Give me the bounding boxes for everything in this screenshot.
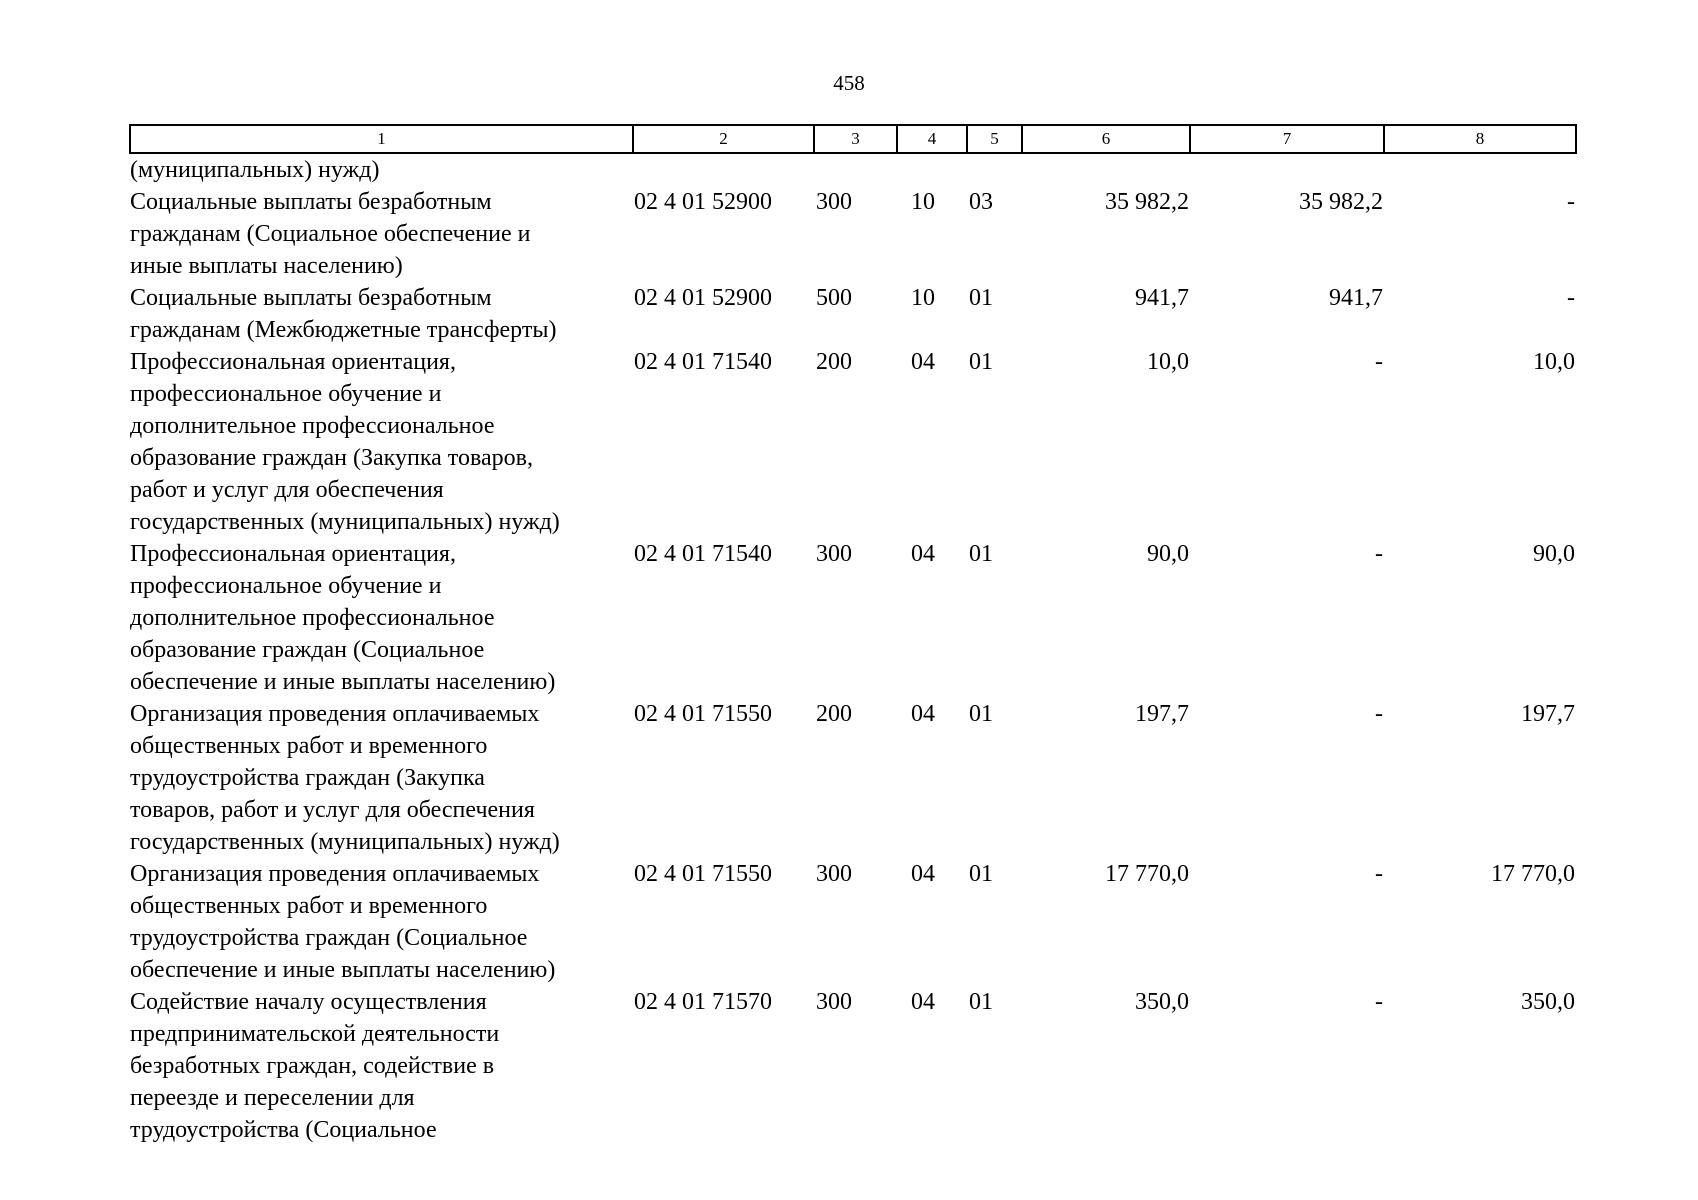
row-name-line: Содействие началу осуществления [130,989,487,1015]
row-pr [967,153,1022,186]
row-regional: 197,7 [1521,701,1575,727]
row-name [130,346,633,538]
row-pr: 01 [969,989,993,1015]
row-total: 35 982,2 [1105,189,1189,215]
row-federal: - [1375,349,1383,375]
table-row [130,186,1576,282]
row-name-line: Профессиональная ориентация, [130,349,456,375]
row-rz [897,153,967,186]
page-number: 458 [833,71,865,95]
column-number-4: 4 [897,125,967,153]
row-code: 02 4 01 52900 [634,189,772,215]
row-name [130,698,633,858]
row-name-line: общественных работ и временного [130,733,488,759]
table-row [130,282,1576,346]
row-rz: 04 [911,349,935,375]
row-federal [1190,153,1384,186]
row-name-line: государственных (муниципальных) нужд) [130,829,560,855]
row-name-line: гражданам (Социальное обеспечение и [130,221,531,247]
row-name-line: государственных (муниципальных) нужд) [130,509,560,535]
row-name-line: Организация проведения оплачиваемых [130,701,540,727]
row-kvr: 200 [816,349,852,375]
row-name-line: трудоустройства граждан (Социальное [130,925,528,951]
row-regional: - [1567,285,1575,311]
row-pr: 01 [969,285,993,311]
row-total: 10,0 [1147,349,1189,375]
column-number-8: 8 [1384,125,1576,153]
row-name-line: обеспечение и иные выплаты населению) [130,669,556,695]
row-total: 350,0 [1135,989,1189,1015]
row-federal: - [1375,541,1383,567]
column-number-3: 3 [814,125,897,153]
row-rz: 04 [911,989,935,1015]
row-name-line: безработных граждан, содействие в [130,1053,495,1079]
row-pr: 01 [969,541,993,567]
row-name-line: (муниципальных) нужд) [130,157,380,183]
table-row [130,538,1576,698]
row-rz: 04 [911,861,935,887]
row-total: 941,7 [1135,285,1189,311]
column-number-7: 7 [1190,125,1384,153]
row-name-line: Профессиональная ориентация, [130,541,456,567]
row-code: 02 4 01 71550 [634,861,772,887]
row-name-line: товаров, работ и услуг для обеспечения [130,797,535,823]
continuation-row [130,153,1576,186]
table-row [130,986,1576,1146]
row-kvr: 200 [816,701,852,727]
row-code: 02 4 01 71550 [634,701,772,727]
column-number-1: 1 [130,125,633,153]
row-name-line: обеспечение и иные выплаты населению) [130,957,556,983]
row-name-line: профессиональное обучение и [130,573,442,599]
row-name-line: профессиональное обучение и [130,381,442,407]
row-kvr: 500 [816,285,852,311]
row-rz: 10 [911,285,935,311]
row-name [130,858,633,986]
row-name-line: общественных работ и временного [130,893,488,919]
row-rz: 04 [911,541,935,567]
row-federal: 941,7 [1329,285,1383,311]
row-kvr: 300 [816,989,852,1015]
row-regional: 10,0 [1533,349,1575,375]
row-federal: - [1375,861,1383,887]
row-pr: 01 [969,861,993,887]
row-name-line: Социальные выплаты безработным [130,285,492,311]
row-kvr [814,153,897,186]
row-code: 02 4 01 71540 [634,349,772,375]
row-rz: 04 [911,701,935,727]
table-row [130,858,1576,986]
budget-table [129,124,1577,1146]
row-total: 90,0 [1147,541,1189,567]
row-name-line: Социальные выплаты безработным [130,189,492,215]
column-number-5: 5 [967,125,1022,153]
row-total: 197,7 [1135,701,1189,727]
row-pr: 01 [969,349,993,375]
row-kvr: 300 [816,861,852,887]
row-pr: 03 [969,189,993,215]
row-name-line: переезде и переселении для [130,1085,415,1111]
row-federal: 35 982,2 [1299,189,1383,215]
row-total: 17 770,0 [1105,861,1189,887]
row-rz: 10 [911,189,935,215]
row-name [130,282,633,346]
column-number-2: 2 [633,125,814,153]
row-regional: 90,0 [1533,541,1575,567]
row-name-line: дополнительное профессиональное [130,605,495,631]
row-regional: 350,0 [1521,989,1575,1015]
row-name-line: предпринимательской деятельности [130,1021,500,1047]
table-row [130,698,1576,858]
row-name-line: Организация проведения оплачиваемых [130,861,540,887]
row-name [130,986,633,1146]
table-body [130,153,1576,1146]
row-code: 02 4 01 71570 [634,989,772,1015]
column-number-6: 6 [1022,125,1190,153]
table-row [130,346,1576,538]
row-name [130,538,633,698]
row-name-line: иные выплаты населению) [130,253,403,279]
row-name [130,153,633,186]
row-name-line: гражданам (Межбюджетные трансферты) [130,317,557,343]
row-regional: 17 770,0 [1491,861,1575,887]
row-regional [1384,153,1576,186]
row-name [130,186,633,282]
row-code [633,153,814,186]
header-row [130,125,1576,153]
row-kvr: 300 [816,541,852,567]
row-code: 02 4 01 71540 [634,541,772,567]
row-pr: 01 [969,701,993,727]
row-name-line: трудоустройства (Социальное [130,1117,437,1143]
row-code: 02 4 01 52900 [634,285,772,311]
row-regional: - [1567,189,1575,215]
row-federal: - [1375,701,1383,727]
row-name-line: образование граждан (Социальное [130,637,485,663]
row-kvr: 300 [816,189,852,215]
row-name-line: дополнительное профессиональное [130,413,495,439]
row-total [1022,153,1190,186]
row-federal: - [1375,989,1383,1015]
row-name-line: образование граждан (Закупка товаров, [130,445,533,471]
row-name-line: трудоустройства граждан (Закупка [130,765,485,791]
row-name-line: работ и услуг для обеспечения [130,477,444,503]
table-header [130,125,1576,153]
